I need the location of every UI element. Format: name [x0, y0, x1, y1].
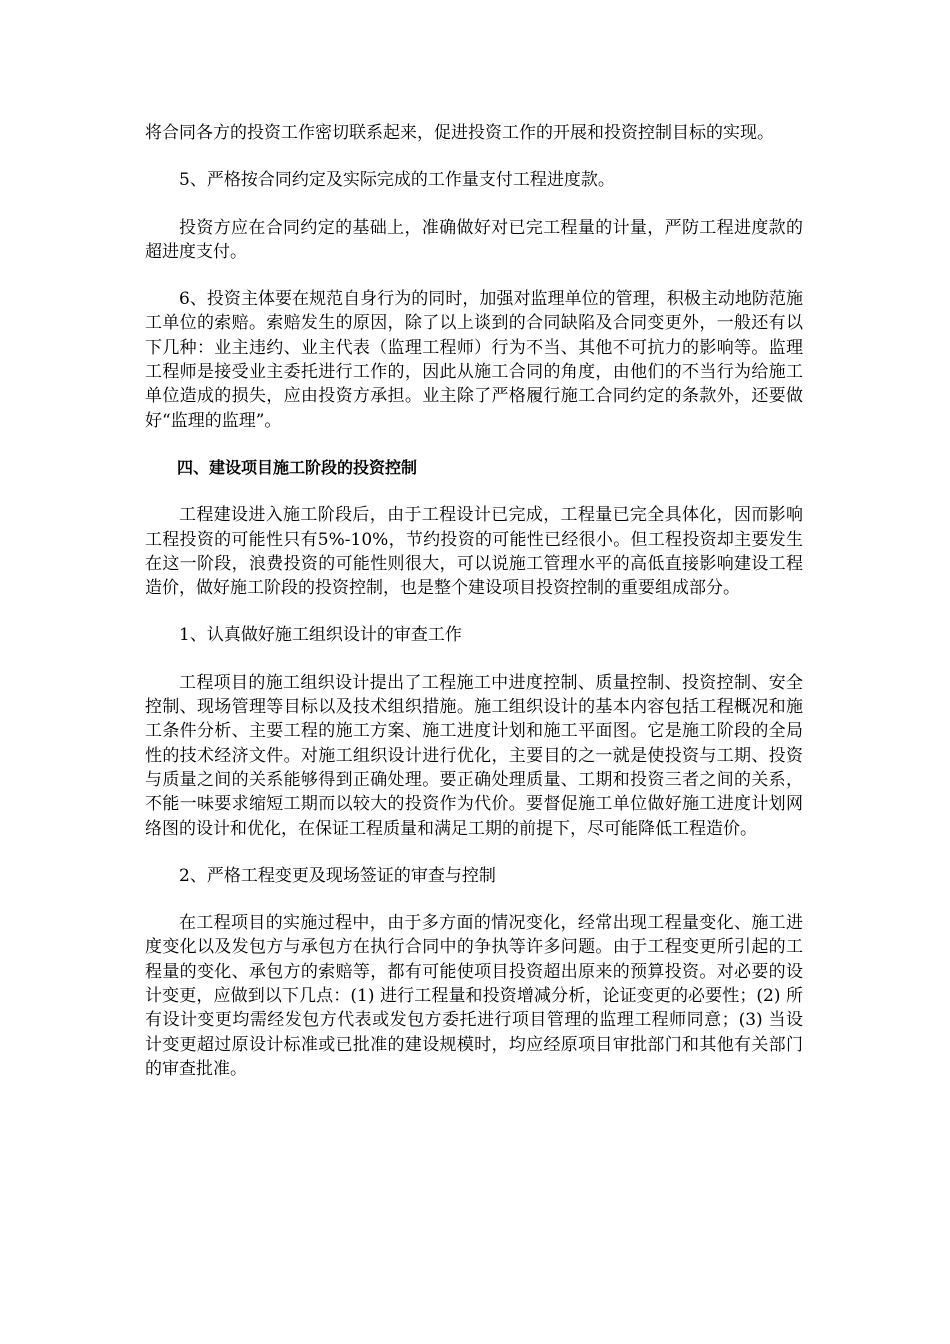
paragraph-subsection-1-body: 工程项目的施工组织设计提出了工程施工中进度控制、质量控制、投资控制、安全控制、现场管理等目标以及技术组织措施。施工组织设计的基本内容包括工程概况和施工条件分析、主要工程的施工方案、施工进度计划和施工平面图。它是施工阶段的全局性的技术经济文件。对施工组织设计进行优化，主要目的之一就是使投资与工期、投资与质量之间的关系能够得到正确处理。要正确处理质量、工期和投资三者之间的关系，不能一味要求缩短工期而以较大的投资作为代价。要督促施工单位做好施工进度计划网络图的设计和优化，在保证工程质量和满足工期的前提下，尽可能降低工程造价。: [145, 672, 803, 839]
paragraph-subheading-2: 2、严格工程变更及现场签证的审查与控制: [179, 865, 496, 886]
paragraph-continuation: 将合同各方的投资工作密切联系起来，促进投资工作的开展和投资控制目标的实现。: [145, 123, 774, 143]
paragraph-item-6: 6、投资主体要在规范自身行为的同时，加强对监理单位的管理，积极主动地防范施工单位的索赔。索赔发生的原因，除了以上谈到的合同缺陷及合同变更外，一般还有以下几种：业主违约、业主代表（监理工程师）行为不当、其他不可抗力的影响等。监理工程师是接受业主委托进行工作的，因此从施工合同的角度，由他们的不当行为给施工单位造成的损失，应由投资方承担。业主除了严格履行施工合同约定的条款外，还要做好“监理的监理”。: [145, 289, 803, 431]
paragraph-item-5-detail: 投资方应在合同约定的基础上，准确做好对已完工程量的计量，严防工程进度款的超进度支付。: [145, 217, 803, 262]
section-heading-4: 四、建设项目施工阶段的投资控制: [177, 457, 418, 477]
paragraph-item-5: 5、严格按合同约定及实际完成的工作量支付工程进度款。: [179, 170, 615, 191]
paragraph-subheading-1: 1、认真做好施工组织设计的审查工作: [179, 625, 462, 646]
paragraph-subsection-2-body: 在工程项目的实施过程中，由于多方面的情况变化，经常出现工程量变化、施工进度变化以及发包方与承包方在执行合同中的争执等许多问题。由于工程变更所引起的工程量的变化、承包方的索赔等，都有可能使项目投资超出原来的预算投资。对必要的设计变更，应做到以下几点：(1) 进行工程量和投资增减分析，论证变更的必要性；(2) 所有设计变更均需经发包方代表或发包方委托进行项目管理的监理工程师同意；(3) 当设计变更超过原设计标准或已批准的建设规模时，均应经原项目审批部门和其他有关部门的审查批准。: [145, 913, 803, 1079]
paragraph-section-4-intro: 工程建设进入施工阶段后，由于工程设计已完成，工程量已完全具体化，因而影响工程投资的可能性只有5%-10%，节约投资的可能性已经很小。但工程投资却主要发生在这一阶段，浪费投资的可能性则很大，可以说施工管理水平的高低直接影响建设工程造价，做好施工阶段的投资控制，也是整个建设项目投资控制的重要组成部分。: [145, 505, 803, 599]
document-page: [145, 121, 803, 1104]
